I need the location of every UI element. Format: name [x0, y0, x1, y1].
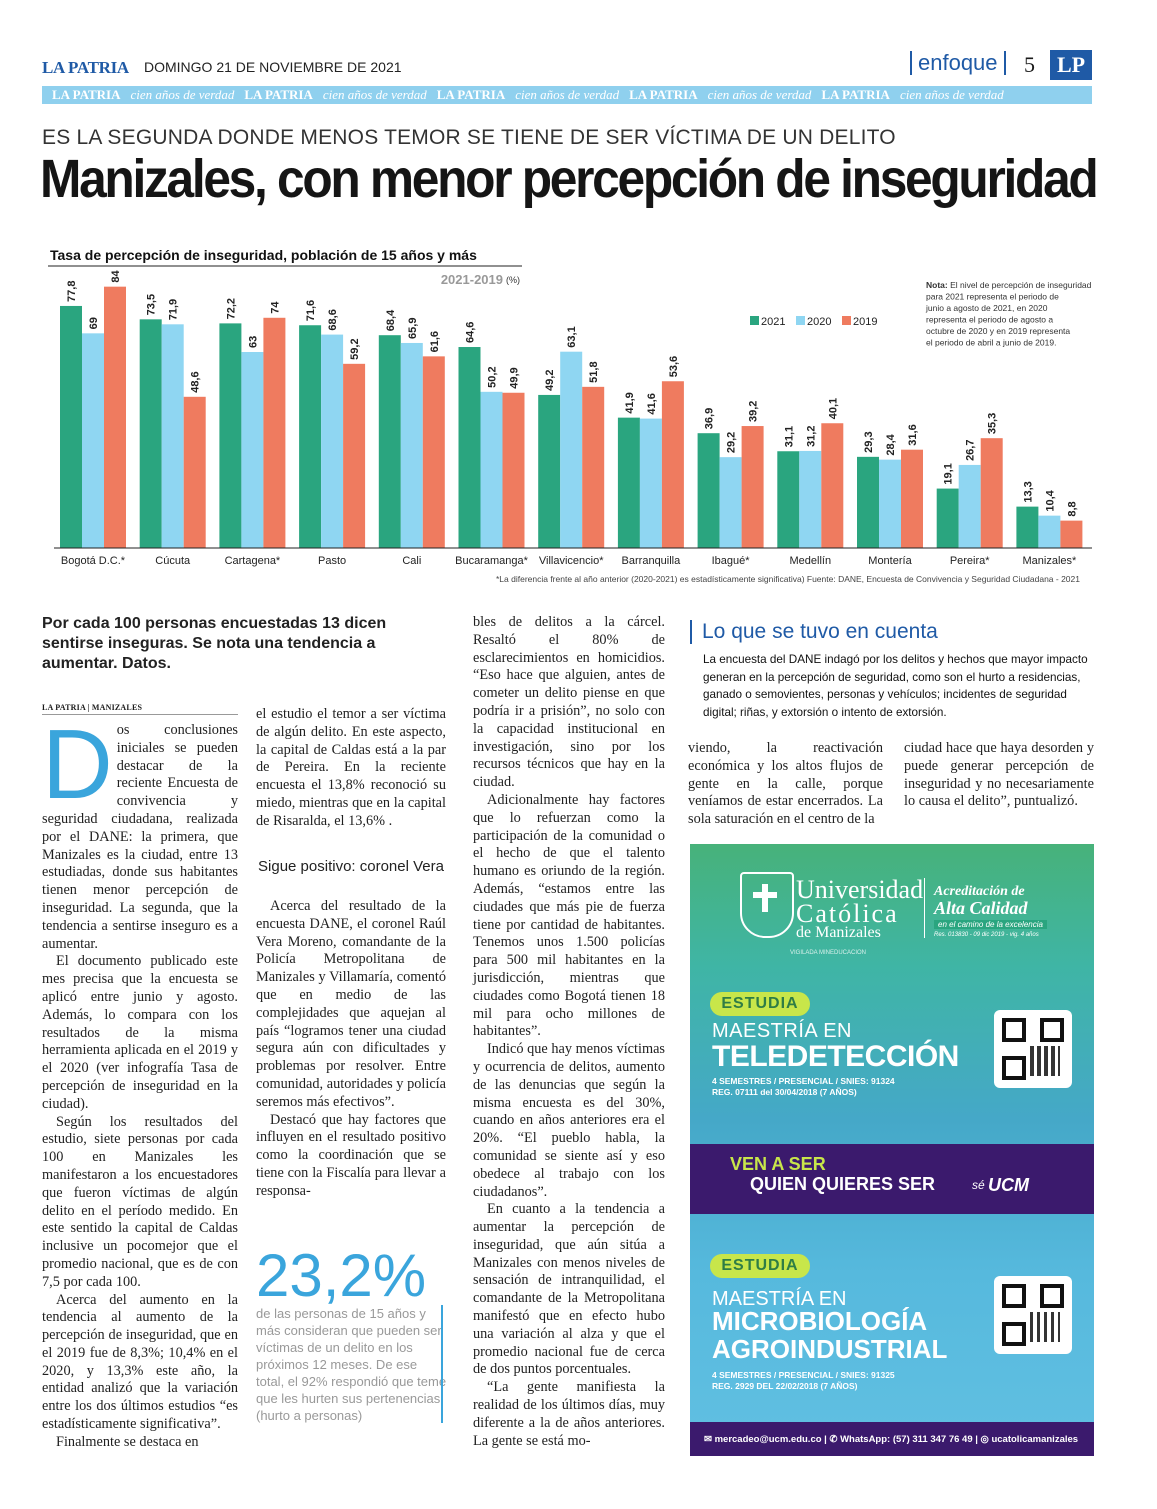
ad-acred-2: Alta Calidad — [934, 898, 1028, 918]
program-2-prefix: MAESTRÍA EN — [712, 1288, 847, 1310]
bar-value-label: 48,6 — [189, 371, 202, 393]
bar-value-label: 49,9 — [508, 367, 521, 389]
slogan-line-2: QUIEN QUIERES SER — [750, 1174, 936, 1194]
bar — [423, 356, 445, 548]
crest-cross-icon — [762, 884, 768, 912]
tagline-strip — [42, 86, 1092, 104]
article-column-4 — [688, 740, 883, 829]
bar-value-label: 63 — [247, 335, 260, 348]
chart-unit: (%) — [506, 275, 520, 285]
bar — [263, 318, 285, 548]
bar — [1016, 507, 1038, 548]
category-label: Bogotá D.C.* — [60, 555, 126, 567]
drop-cap: D — [42, 709, 113, 819]
bar — [82, 333, 104, 548]
bar — [379, 335, 401, 548]
note-line: El nivel de percepción de inseguridad — [950, 280, 1092, 290]
stat-rule — [441, 1305, 443, 1423]
bar — [1038, 516, 1060, 548]
bar — [742, 426, 764, 548]
paragraph: bles de delitos a la cárcel. Resaltó el 80% de esclarecimientos en homicidios. “Eso hace que alguien, antes de cometer un delito piense en que podría ir a prisión”, no solo con la capacidad institucional en investigación, sino por los recursos técnicos que hay en la ciudad. — [473, 614, 665, 791]
bar-value-label: 77,8 — [66, 280, 78, 302]
bar-value-label: 29,2 — [725, 431, 738, 454]
bar — [662, 381, 684, 548]
strip-brand: LA PATRIA — [436, 87, 506, 102]
bar — [582, 387, 604, 548]
issue-date: DOMINGO 21 DE NOVIEMBRE DE 2021 — [144, 59, 402, 75]
category-label: Medellín — [789, 555, 832, 567]
bar — [184, 397, 206, 548]
category-label: Barranquilla — [621, 555, 681, 567]
slogan-ucm: UCM — [988, 1175, 1029, 1195]
box-text: La encuesta del DANE indagó por los delitos y hechos que mayor impacto generan en la percepción de seguridad, como son el hurto a residencias, ganado o semovientes, personas y vehículos; incidentes de seguridad digital; riñas, y extorsión o intento de extorsión. — [703, 653, 1088, 719]
bar-value-label: 40,1 — [827, 397, 840, 420]
paragraph: os conclusiones iniciales se pueden destacar de la reciente Encuesta de convivencia y seguridad ciudadana, realizada por el DANE: la primera, que Manizales es la ciudad, entre 13 estudiadas, donde sus habitantes tienen menor percepción de inseguridad. La segunda, que la tendencia a sentirse inseguro es a aumentar. — [42, 722, 238, 952]
legend-swatch — [796, 316, 805, 325]
byline: LA PATRIA | MANIZALES — [42, 703, 143, 712]
bar-value-label: 53,6 — [667, 355, 680, 378]
note-line: el periodo de abril a junio de 2019. — [926, 337, 1057, 348]
bar-value-label: 59,2 — [349, 338, 362, 360]
bar-value-label: 36,9 — [703, 407, 716, 430]
note-line: octubre de 2020 y en 2019 representa — [926, 326, 1071, 336]
strip-tagline: cien años de verdad — [707, 87, 812, 102]
bar — [140, 319, 162, 548]
section-name: enfoque — [910, 51, 1006, 75]
bar-value-label: 26,7 — [964, 439, 977, 461]
chart-note — [925, 280, 1092, 348]
bar-value-label: 69 — [88, 317, 100, 330]
bar-value-label: 63,1 — [566, 326, 579, 348]
bar-value-label: 29,3 — [863, 431, 875, 453]
category-label: Ibagué* — [711, 555, 750, 567]
slogan-se: sé — [972, 1178, 985, 1192]
bar-value-label: 72,2 — [225, 297, 238, 320]
category-label: Cali — [402, 555, 422, 567]
bar — [821, 423, 843, 548]
bar — [299, 325, 321, 548]
bar — [901, 450, 923, 548]
ad-acred-4: Res. 013830 - 09 dic 2019 - vig. 4 años — [934, 932, 1039, 938]
box-title: Lo que se tuvo en cuenta — [690, 620, 938, 644]
chart-footnote: *La diferencia frente al año anterior (2020-2021) es estadísticamente significativa) Fuente: DANE, Encuesta de Convivencia y Seguridad Ciudadana - 2021 — [495, 574, 1080, 584]
strip-tagline: cien años de verdad — [130, 87, 235, 102]
paragraph: “La gente manifiesta la realidad de los últimos días, muy diferente a la de años anteriores. La gente se está mo- — [473, 1379, 665, 1449]
bar — [162, 324, 184, 548]
bar — [481, 392, 503, 548]
paragraph: Acerca del aumento en la tendencia al aumento de la percepción de inseguridad, que en el 2019 fue de 8,3%; 10,4% en el 2020, y 13,3% este año, la entidad analizó que la variación entre los dos últimos estudios “es estadísticamente significativa”. — [42, 1291, 238, 1433]
bar — [538, 395, 560, 548]
bar — [959, 465, 981, 548]
estudia-badge-2: ESTUDIA — [710, 1254, 810, 1278]
bar — [104, 287, 126, 548]
article-column-3 — [473, 614, 665, 1450]
category-label: Manizales* — [1022, 555, 1077, 567]
bar-value-label: 71,9 — [167, 298, 180, 321]
bar — [799, 451, 821, 548]
bar-value-label: 49,2 — [544, 369, 557, 391]
newspaper-logo: LA PATRIA — [42, 58, 129, 77]
page-number: 5 — [1024, 52, 1035, 77]
bar-value-label: 31,2 — [805, 425, 818, 447]
subhead: Sigue positivo: coronel Vera — [258, 858, 444, 875]
bar — [459, 347, 481, 548]
university-advertisement[interactable] — [690, 844, 1094, 1456]
paragraph: ciudad hace que haya desorden y puede generar percepción de inseguridad y no necesariamente lo causa el delito”, puntualizó. — [904, 740, 1094, 810]
bar-value-label: 39,2 — [747, 400, 760, 423]
bar-value-label: 51,8 — [588, 361, 601, 383]
article-column-2 — [256, 706, 446, 831]
program-2-name-1: MICROBIOLOGÍA — [712, 1306, 928, 1336]
category-label: Cartagena* — [224, 555, 281, 567]
program-2-info-1: 4 SEMESTRES / PRESENCIAL / SNIES: 91325 — [712, 1370, 895, 1380]
slogan-line-1: VEN A SER — [730, 1154, 826, 1174]
paragraph: En cuanto a la tendencia a aumentar la percepción de inseguridad, que aún sitúa a Manizales con menos niveles de sensación de intranquilidad, el comandante de la Metropolitana manifestó que en efecto hubo una variación al alza y que el promedio nacional fue de cerca de dos puntos porcentuales. — [473, 1201, 665, 1378]
bar-value-label: 35,3 — [986, 412, 999, 435]
chart-title: Tasa de percepción de inseguridad, población de 15 años y más — [50, 247, 477, 263]
category-label: Villavicencio* — [538, 555, 604, 567]
ad-uni-line2: Católica — [796, 899, 899, 928]
legend-label: 2020 — [807, 316, 832, 328]
strip-tagline: cien años de verdad — [515, 87, 620, 102]
strip-brand: LA PATRIA — [52, 87, 121, 102]
category-label: Cúcuta — [155, 555, 191, 567]
note-label: Nota: — [926, 280, 951, 290]
crest-cross-bar — [753, 892, 777, 898]
bar-value-label: 71,6 — [305, 299, 318, 322]
bar-value-label: 64,6 — [464, 321, 477, 344]
stat-description: de las personas de 15 años y más consideran que pueden ser víctimas de un delito en los próximos 12 meses. De ese total, el 92% respondió que teme que les hurten sus pertenencias (hurto a personas) — [256, 1306, 447, 1423]
bar-value-label: 41,9 — [623, 392, 636, 414]
bar-value-label: 19,1 — [942, 463, 955, 485]
program-1-info-2: REG. 07111 del 30/04/2018 (7 AÑOS) — [712, 1087, 857, 1097]
note-line: representa el periodo de agosto a — [926, 314, 1054, 325]
bar-value-label: 41,6 — [645, 393, 658, 415]
paragraph: el estudio el temor a ser víctima de algún delito. En este aspecto, la capital de Caldas está a la par de Pereira. En la reciente encuesta el 13,8% reconoció su miedo, mientras que en la capital de Risaralda, el 13,6% . — [256, 706, 446, 829]
bar — [219, 323, 241, 548]
bar-value-label: 10,4 — [1044, 490, 1057, 512]
bar-value-label: 74 — [269, 301, 282, 314]
category-label: Montería — [868, 555, 912, 567]
bar — [241, 352, 263, 548]
bar-value-label: 31,6 — [907, 424, 919, 446]
bar — [560, 352, 582, 548]
paragraph: Adicionalmente hay factores que lo refuerzan como la participación de la comunidad o el hecho de que el talento humano es oriundo de la región. Además, “estamos entre las ciudades que más pie de fuerza tiene por cantidad de habitantes. Tenemos unos 1.500 policías para 500 mil habitantes en la jurisdicción, mientras que ciudades como Bogotá tienen 18 mil para ocho millones de habitantes”. — [473, 791, 665, 1040]
program-1-prefix: MAESTRÍA EN — [712, 1020, 852, 1042]
ad-divider — [924, 878, 925, 938]
strip-brand: LA PATRIA — [821, 87, 890, 102]
paragraph: viendo, la reactivación económica y los altos flujos de gente en la calle, porque veníamos de estar encerrados. La sola saturación en el centro de la — [688, 740, 883, 828]
paragraph: Acerca del resultado de la encuesta DANE, el coronel Raúl Vera Moreno, comandante de la Policía Metropolitana de Manizales y Villamaría, comentó que en medio de las complejidades que aquejan al país “logramos tener una ciudad segura aún con dificultades y problemas por resolver. Entre comunidad, autoridades y policía seremos más efectivos”. — [256, 898, 446, 1110]
program-1-name: TELEDETECCIÓN — [712, 1040, 959, 1073]
paragraph: Finalmente se destaca en — [56, 1433, 199, 1450]
strip-brand: LA PATRIA — [244, 87, 313, 102]
bar — [1060, 521, 1082, 548]
bar-value-label: 50,2 — [486, 366, 499, 388]
bar-value-label: 84 — [110, 270, 122, 283]
category-label: Bucaramanga* — [455, 555, 528, 567]
bar — [640, 419, 662, 548]
legend-label: 2021 — [761, 316, 786, 328]
bar — [321, 335, 343, 548]
ad-acred-1: Acreditación de — [934, 884, 1025, 899]
strip-brand: LA PATRIA — [629, 87, 698, 102]
bar — [343, 364, 365, 548]
paragraph: Según los resultados del estudio, siete personas por cada 100 en Manizales les manifestaron a los encuestadores que fueron víctimas de algún delito en el período medido. En este sentido la capital de Caldas inclusive un pocomejor que el promedio nacional, que es de con 7,5 por cada 100. — [42, 1113, 238, 1290]
bar-value-label: 61,6 — [428, 330, 441, 353]
note-line: junio a agosto de 2021, en 2020 — [926, 303, 1048, 313]
legend-swatch — [750, 316, 759, 325]
lead-paragraph: Por cada 100 personas encuestadas 13 dicen sentirse inseguras. Se nota una tendencia a aumentar. Datos. — [42, 615, 387, 672]
bar-value-label: 68,4 — [384, 309, 397, 332]
lp-badge: LP — [1050, 50, 1092, 80]
paragraph: Indicó que hay menos víctimas y ocurrencia de delitos, aumento de las denuncias que según la misma encuesta es del 30%, cuando en años anteriores era el 20%. “El pueblo habla, la comunidad se siente así y eso obedece al trabajo con los ciudadanos”. — [473, 1041, 665, 1200]
ad-vigilada: VIGILADA MINEDUCACIÓN — [790, 950, 867, 956]
bar — [401, 343, 423, 548]
bar — [503, 393, 525, 548]
strip-tagline: cien años de verdad — [322, 87, 427, 102]
ad-uni-line1: Universidad — [796, 875, 924, 904]
bar-value-label: 68,6 — [327, 309, 340, 331]
contact-info[interactable]: ✉ mercadeo@ucm.edu.co | ✆ WhatsApp: (57) 311 347 76 49 | ◎ ucatolicamanizales — [704, 1434, 1079, 1445]
bar-value-label: 73,5 — [145, 293, 158, 316]
program-2-info-2: REG. 2929 DEL 22/02/2018 (7 AÑOS) — [712, 1381, 858, 1391]
bar — [60, 306, 82, 548]
strip-tagline: cien años de verdad — [899, 87, 1004, 102]
chart-subtitle: 2021-2019 — [440, 272, 503, 287]
program-1-info-1: 4 SEMESTRES / PRESENCIAL / SNIES: 91324 — [712, 1076, 895, 1086]
bar-value-label: 8,8 — [1066, 501, 1079, 517]
masthead — [42, 50, 1117, 82]
note-line: para 2021 representa el periodo de — [926, 291, 1059, 302]
bar-chart — [40, 242, 1095, 592]
bar — [879, 460, 901, 548]
qr-code-icon[interactable] — [994, 1276, 1072, 1354]
stat-value: 23,2% — [256, 1242, 427, 1309]
headline: Manizales, con menor percepción de inseguridad — [40, 149, 1097, 209]
kicker: ES LA SEGUNDA DONDE MENOS TEMOR SE TIENE DE SER VÍCTIMA DE UN DELITO — [42, 126, 896, 149]
bar — [777, 451, 799, 548]
paragraph: Destacó que hay factores que influyen en el resultado positivo como la coordinación que se tiene con la Fiscalía para llevar a responsa- — [256, 1111, 446, 1199]
qr-code-icon[interactable] — [994, 1010, 1072, 1088]
category-label: Pasto — [318, 555, 347, 567]
ad-acred-3: en el camino de la excelencia — [934, 920, 1047, 929]
article-column-1 — [42, 709, 238, 1452]
bar — [937, 489, 959, 548]
bar — [857, 457, 879, 548]
article-column-2b — [256, 898, 446, 1201]
bar — [720, 457, 742, 548]
bar-value-label: 28,4 — [885, 434, 897, 456]
bar-value-label: 31,1 — [783, 425, 796, 448]
program-2-name-2: AGROINDUSTRIAL — [712, 1334, 948, 1364]
estudia-badge-1: ESTUDIA — [710, 992, 810, 1016]
article-column-5 — [904, 740, 1094, 811]
paragraph: El documento publicado este mes precisa que la encuesta se aplicó entre junio y agosto. Además, lo compara con los resultados de la misma herramienta aplicada en el 2019 y el 2020 (ver infografía Tasa de percepción de inseguridad en la ciudad). — [42, 953, 238, 1112]
bar-value-label: 13,3 — [1022, 481, 1035, 503]
legend-swatch — [842, 316, 851, 325]
category-label: Pereira* — [949, 555, 990, 567]
bar-value-label: 65,9 — [406, 317, 419, 339]
bar — [698, 433, 720, 548]
legend-label: 2019 — [853, 316, 878, 328]
bar — [981, 438, 1003, 548]
bar — [618, 418, 640, 548]
ad-uni-line3: de Manizales — [796, 924, 881, 941]
